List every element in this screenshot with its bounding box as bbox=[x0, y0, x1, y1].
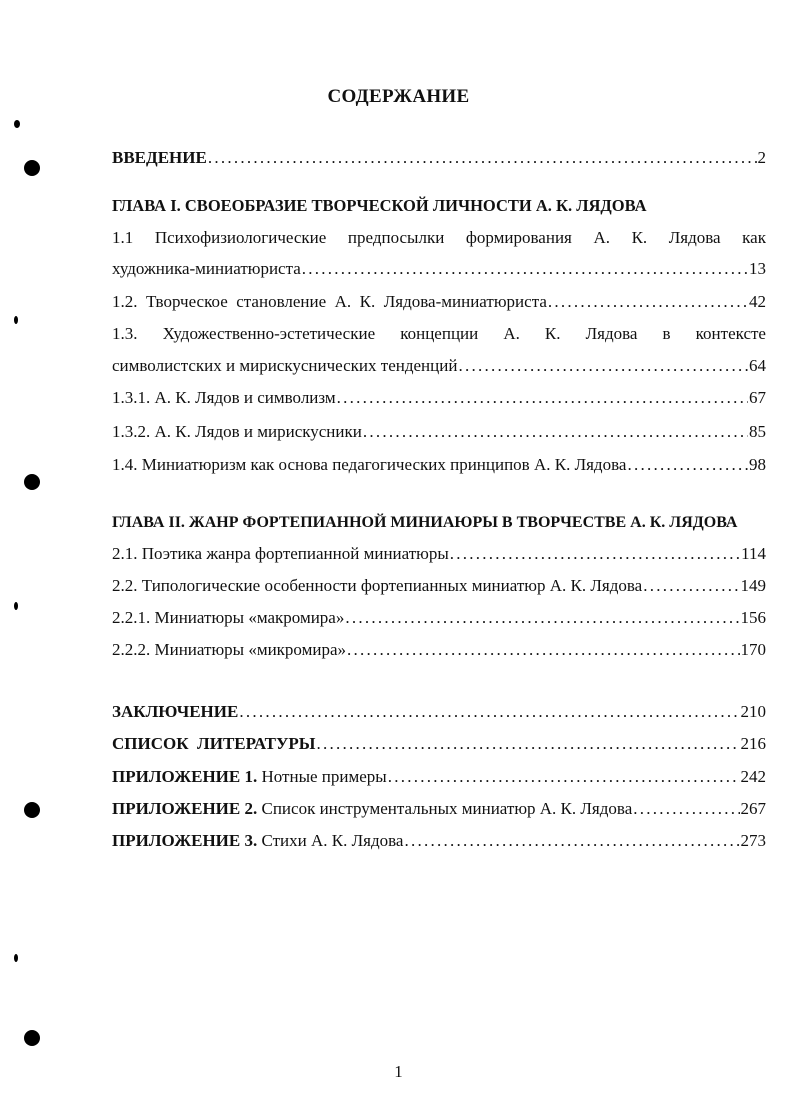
dot-leader bbox=[627, 453, 748, 477]
word: формирования bbox=[465, 228, 572, 247]
toc-page-number: 273 bbox=[740, 831, 766, 850]
toc-page-number: 216 bbox=[740, 734, 766, 753]
toc-entry-1-3-line1[interactable] bbox=[112, 322, 766, 346]
toc-entry-2-2[interactable] bbox=[112, 574, 766, 598]
toc-entry-label: Нотные примеры bbox=[257, 767, 387, 786]
binding-hole bbox=[14, 316, 18, 324]
toc-page-number: 64 bbox=[749, 356, 766, 375]
word: А. bbox=[503, 324, 520, 343]
toc-entry-label: 1.3.1. А. К. Лядов и символизм bbox=[112, 388, 336, 407]
toc-entry-label: СПИСОК ЛИТЕРАТУРЫ bbox=[112, 734, 316, 753]
toc-entry-appendix-2[interactable] bbox=[112, 797, 766, 821]
toc-entry-1-3-2[interactable] bbox=[112, 420, 766, 444]
word: 1.1 bbox=[112, 228, 134, 247]
toc-page-number: 42 bbox=[749, 292, 766, 311]
word: в bbox=[662, 324, 671, 343]
toc-entry-1-4[interactable] bbox=[112, 453, 766, 477]
toc-page-number: 156 bbox=[740, 608, 766, 627]
word: Художественно-эстетические bbox=[162, 324, 376, 343]
word: К. bbox=[631, 228, 648, 247]
binding-hole bbox=[24, 1030, 40, 1046]
word: Лядова bbox=[668, 228, 721, 247]
toc-entry-label: ЗАКЛЮЧЕНИЕ bbox=[112, 702, 239, 721]
word: Лядова bbox=[585, 324, 638, 343]
toc-entry-label: 1.3.2. А. К. Лядов и мирискусники bbox=[112, 422, 362, 441]
word: концепции bbox=[400, 324, 479, 343]
dot-leader bbox=[404, 829, 739, 853]
word: как bbox=[742, 228, 766, 247]
binding-hole bbox=[14, 120, 20, 128]
toc-entry-2-1[interactable] bbox=[112, 542, 766, 566]
chapter-2-heading[interactable]: ГЛАВА II. ЖАНР ФОРТЕПИАННОЙ МИНИАЮРЫ В ТВОРЧЕСТВЕ А. К. ЛЯДОВА bbox=[112, 514, 738, 531]
toc-entry-appendix-1[interactable] bbox=[112, 765, 766, 789]
dot-leader bbox=[450, 542, 740, 566]
toc-page-number: 67 bbox=[749, 388, 766, 407]
toc-entry-label: Список инструментальных миниатюр А. К. Лядова bbox=[257, 799, 633, 818]
toc-page-number: 85 bbox=[749, 422, 766, 441]
toc-entry-label: художника-миниатюриста bbox=[112, 259, 301, 278]
binding-hole bbox=[24, 160, 40, 176]
dot-leader bbox=[208, 146, 757, 170]
word: А. bbox=[593, 228, 610, 247]
toc-entry-label-bold: ПРИЛОЖЕНИЕ 2. bbox=[112, 799, 258, 818]
toc-page-number: 210 bbox=[740, 702, 766, 721]
binding-hole bbox=[24, 802, 40, 818]
toc-entry-label: 2.1. Поэтика жанра фортепианной миниатюры bbox=[112, 544, 449, 563]
toc-entry-label: 2.2. Типологические особенности фортепианных миниатюр А. К. Лядова bbox=[112, 576, 643, 595]
binding-hole bbox=[24, 474, 40, 490]
toc-entry-1-2[interactable] bbox=[112, 290, 766, 314]
word: предпосылки bbox=[347, 228, 445, 247]
toc-entry-1-1-line2[interactable] bbox=[112, 257, 766, 281]
word: контексте bbox=[695, 324, 766, 343]
toc-page-number: 267 bbox=[740, 799, 766, 818]
toc-page-number: 149 bbox=[740, 576, 766, 595]
toc-page-number: 170 bbox=[740, 640, 766, 659]
toc-entry-label: ВВЕДЕНИЕ bbox=[112, 148, 207, 167]
dot-leader bbox=[458, 354, 748, 378]
binding-hole bbox=[14, 954, 18, 962]
toc-page-number: 13 bbox=[749, 259, 766, 278]
toc-entry-label-bold: ПРИЛОЖЕНИЕ 3. bbox=[112, 831, 258, 850]
toc-entry-label: 2.2.2. Миниатюры «микромира» bbox=[112, 640, 347, 659]
toc-entry-label: Стихи А. К. Лядова bbox=[257, 831, 404, 850]
toc-entry-label-bold: ПРИЛОЖЕНИЕ 1. bbox=[112, 767, 258, 786]
toc-entry-label: символистских и мирискуснических тенденций bbox=[112, 356, 458, 375]
toc-entry-literature[interactable] bbox=[112, 732, 766, 756]
toc-entry-1-1-line1[interactable] bbox=[112, 226, 766, 250]
toc-entry-label: 2.2.1. Миниатюры «макромира» bbox=[112, 608, 345, 627]
dot-leader bbox=[388, 765, 740, 789]
toc-page-number: 114 bbox=[741, 544, 766, 563]
toc-entry-1-3-1[interactable] bbox=[112, 386, 766, 410]
toc-page-number: 2 bbox=[757, 148, 766, 167]
dot-leader bbox=[345, 606, 739, 630]
dot-leader bbox=[363, 420, 748, 444]
binding-hole bbox=[14, 602, 18, 610]
toc-entry-intro[interactable] bbox=[112, 146, 766, 170]
dot-leader bbox=[643, 574, 739, 598]
dot-leader bbox=[337, 386, 748, 410]
dot-leader bbox=[633, 797, 739, 821]
dot-leader bbox=[317, 732, 740, 756]
page-number: 1 bbox=[394, 1062, 403, 1081]
toc-entry-1-3-line2[interactable] bbox=[112, 354, 766, 378]
toc-entry-appendix-3[interactable] bbox=[112, 829, 766, 853]
toc-entry-2-2-2[interactable] bbox=[112, 638, 766, 662]
word: К. bbox=[544, 324, 561, 343]
dot-leader bbox=[548, 290, 748, 314]
chapter-1-heading[interactable]: ГЛАВА I. СВОЕОБРАЗИЕ ТВОРЧЕСКОЙ ЛИЧНОСТИ А. К. ЛЯДОВА bbox=[112, 196, 647, 215]
toc-entry-label: 1.2. Творческое становление А. К. Лядова-миниатюриста bbox=[112, 292, 547, 311]
word: Психофизиологические bbox=[154, 228, 327, 247]
toc-entry-conclusion[interactable] bbox=[112, 700, 766, 724]
dot-leader bbox=[347, 638, 739, 662]
word: 1.3. bbox=[112, 324, 138, 343]
page-title: СОДЕРЖАНИЕ bbox=[327, 86, 470, 107]
dot-leader bbox=[239, 700, 739, 724]
dot-leader bbox=[302, 257, 748, 281]
toc-page-number: 98 bbox=[749, 455, 766, 474]
toc-entry-label: 1.4. Миниатюризм как основа педагогических принципов А. К. Лядова bbox=[112, 455, 627, 474]
toc-entry-2-2-1[interactable] bbox=[112, 606, 766, 630]
toc-page-number: 242 bbox=[740, 767, 766, 786]
